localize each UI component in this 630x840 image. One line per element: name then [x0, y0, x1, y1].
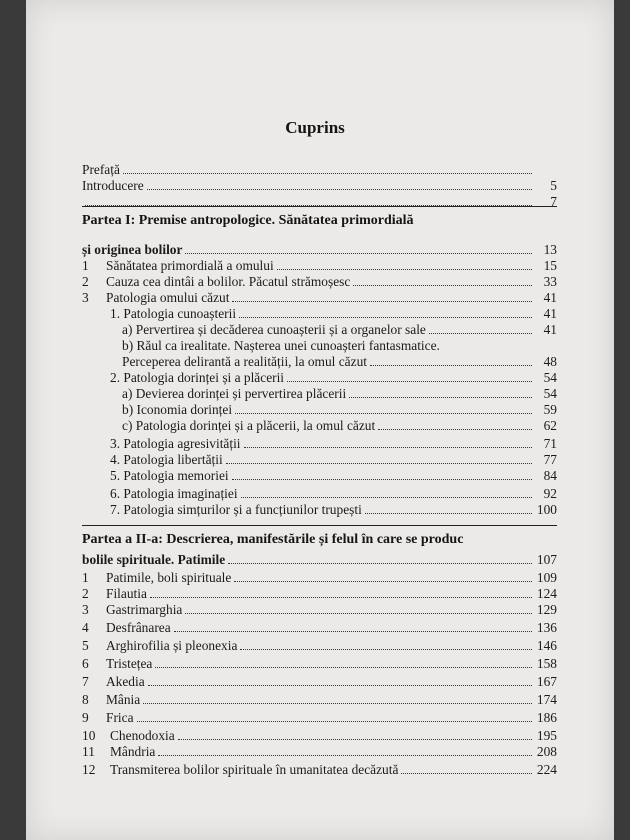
page-number: 62 [543, 418, 557, 433]
entry-number: 1 [82, 258, 89, 273]
dot-leader [148, 685, 532, 686]
toc-entry [82, 570, 557, 586]
entry-label: 7. Patologia simțurilor și a funcțiunilor trupești [110, 502, 362, 517]
dot-leader [234, 581, 532, 582]
toc-entry [82, 258, 557, 274]
dot-leader [277, 269, 532, 270]
dot-leader [349, 397, 532, 398]
dot-leader [228, 563, 532, 564]
page-number: 186 [536, 710, 557, 725]
toc-entry [82, 692, 557, 708]
page-number: 41 [543, 322, 557, 337]
entry-label: Patimile, boli spirituale [106, 570, 232, 585]
toc-entry [82, 620, 557, 636]
page-number: 59 [543, 402, 557, 417]
entry-label: b) Iconomia dorinței [122, 402, 233, 417]
page-number: 7 [550, 194, 557, 209]
entry-label: 6. Patologia imaginației [110, 486, 238, 501]
entry-label: Mânia [106, 692, 141, 707]
toc-entry [82, 452, 557, 468]
entry-label: Chenodoxia [110, 728, 175, 743]
entry-number: 12 [82, 762, 96, 777]
dot-leader [370, 365, 532, 366]
part-heading: Partea I: Premise antropologice. Sănătatea primordială [82, 213, 414, 228]
entry-label: 4. Patologia libertății [110, 452, 223, 467]
dot-leader [147, 189, 532, 190]
page-number: 129 [536, 602, 557, 617]
dot-leader [158, 755, 532, 756]
entry-label: Prefață [82, 162, 120, 177]
toc-entry [82, 338, 557, 354]
toc-entry [82, 436, 557, 452]
page-number: 54 [543, 386, 557, 401]
entry-number: 10 [82, 728, 96, 743]
dot-leader [353, 285, 532, 286]
entry-number: 7 [82, 674, 89, 689]
dot-leader [143, 703, 532, 704]
entry-label: Sănătatea primordială a omului [106, 258, 274, 273]
page-number: 41 [543, 306, 557, 321]
entry-number: 11 [82, 744, 95, 759]
entry-label: Perceperea delirantă a realității, la omul căzut [122, 354, 367, 369]
toc-entry [82, 486, 557, 502]
dot-leader [378, 429, 532, 430]
page-number: 71 [543, 436, 557, 451]
toc-entry [82, 744, 557, 760]
dot-leader [185, 253, 532, 254]
entry-label: Transmiterea bolilor spirituale în umanitatea decăzută [110, 762, 399, 777]
entry-label: a) Devierea dorinței și pervertirea plăcerii [122, 386, 347, 401]
entry-label: Gastrimarghia [106, 602, 183, 617]
dot-leader [150, 597, 532, 598]
entry-number: 2 [82, 274, 89, 289]
entry-label: Cauza cea dintâi a bolilor. Păcatul strămoșesc [106, 274, 351, 289]
part-heading: Partea a II-a: Descrierea, manifestările și felul în care se produc [82, 532, 464, 547]
entry-label: 3. Patologia agresivității [110, 436, 241, 451]
toc-entry [82, 178, 557, 194]
page-number: 124 [536, 586, 557, 601]
dot-leader [241, 497, 532, 498]
entry-label: b) Răul ca irealitate. Nașterea unei cunoașteri fantasmatice. [122, 338, 440, 353]
page-number: 100 [536, 502, 557, 517]
dot-leader [178, 739, 532, 740]
toc-entry [82, 728, 557, 744]
entry-number: 3 [82, 290, 89, 305]
page-title: Cuprins [285, 118, 345, 137]
dot-leader [287, 381, 532, 382]
toc-entry [82, 402, 557, 418]
section-divider [82, 206, 557, 207]
toc-entry [82, 586, 557, 602]
page-number: 136 [536, 620, 557, 635]
entry-number: 1 [82, 570, 89, 585]
dot-leader [240, 649, 532, 650]
dot-leader [123, 173, 532, 174]
page-number: 48 [543, 354, 557, 369]
dot-leader [226, 463, 532, 464]
page-number: 208 [536, 744, 557, 759]
entry-label: a) Pervertirea și decăderea cunoașterii și a organelor sale [122, 322, 426, 337]
page-number: 158 [536, 656, 557, 671]
entry-label: c) Patologia dorinței și a plăcerii, la omul căzut [122, 418, 376, 433]
entry-label: 1. Patologia cunoașterii [110, 306, 237, 321]
page-number: 224 [536, 762, 557, 777]
section-divider [82, 525, 557, 526]
entry-number: 8 [82, 692, 89, 707]
dot-leader [232, 301, 532, 302]
entry-label: 2. Patologia dorinței și a plăcerii [110, 370, 285, 385]
page-number: 84 [543, 468, 557, 483]
entry-label: Tristețea [106, 656, 153, 671]
page-number: 174 [536, 692, 557, 707]
toc-entry [82, 762, 557, 778]
dot-leader [244, 447, 532, 448]
toc-entry [82, 674, 557, 690]
entry-label: Introducere [82, 178, 144, 193]
page-number: 5 [550, 178, 557, 193]
page-number: 41 [543, 290, 557, 305]
part-heading-line [82, 552, 557, 568]
dot-leader [235, 413, 532, 414]
toc-entry [82, 602, 557, 618]
entry-number: 5 [82, 638, 89, 653]
dot-leader [401, 773, 532, 774]
toc-entry [82, 502, 557, 518]
page-number: 33 [543, 274, 557, 289]
toc-entry [82, 274, 557, 290]
page-number: 92 [543, 486, 557, 501]
entry-label: Akedia [106, 674, 145, 689]
page-number: 54 [543, 370, 557, 385]
page-number: 146 [536, 638, 557, 653]
toc-entry [82, 290, 557, 306]
entry-number: 3 [82, 602, 89, 617]
page-number: 77 [543, 452, 557, 467]
entry-number: 9 [82, 710, 89, 725]
toc-entry [82, 638, 557, 654]
toc-entry [82, 370, 557, 386]
dot-leader [239, 317, 532, 318]
entry-number: 2 [82, 586, 89, 601]
toc-entry [82, 354, 557, 370]
entry-label: Filautia [106, 586, 147, 601]
part-heading-line [82, 242, 557, 258]
toc-entry [82, 386, 557, 402]
page-number: 195 [536, 728, 557, 743]
page-number: 167 [536, 674, 557, 689]
dot-leader [365, 513, 532, 514]
entry-number: 6 [82, 656, 89, 671]
toc-entry [82, 710, 557, 726]
dot-leader [174, 631, 532, 632]
entry-label: și originea bolilor [82, 242, 183, 257]
page-number: 15 [543, 258, 557, 273]
toc-entry [82, 322, 557, 338]
entry-label: bolile spirituale. Patimile [82, 552, 226, 567]
page-number: 109 [536, 570, 557, 585]
dot-leader [155, 667, 532, 668]
entry-label: Arghirofilia și pleonexia [106, 638, 238, 653]
dot-leader [137, 721, 532, 722]
entry-label: Frica [106, 710, 134, 725]
entry-label: Desfrânarea [106, 620, 171, 635]
toc-entry [82, 656, 557, 672]
entry-label: 5. Patologia memoriei [110, 468, 229, 483]
toc-entry [82, 306, 557, 322]
toc-entry [82, 468, 557, 484]
page-number: 107 [536, 552, 557, 567]
page-number: 13 [543, 242, 557, 257]
entry-number: 4 [82, 620, 89, 635]
toc-entry [82, 418, 557, 434]
entry-label: Mândria [110, 744, 156, 759]
entry-label: Patologia omului căzut [106, 290, 230, 305]
toc-entry [82, 162, 557, 178]
dot-leader [185, 613, 532, 614]
toc-entry [82, 194, 557, 210]
dot-leader [232, 479, 532, 480]
dot-leader [429, 333, 532, 334]
